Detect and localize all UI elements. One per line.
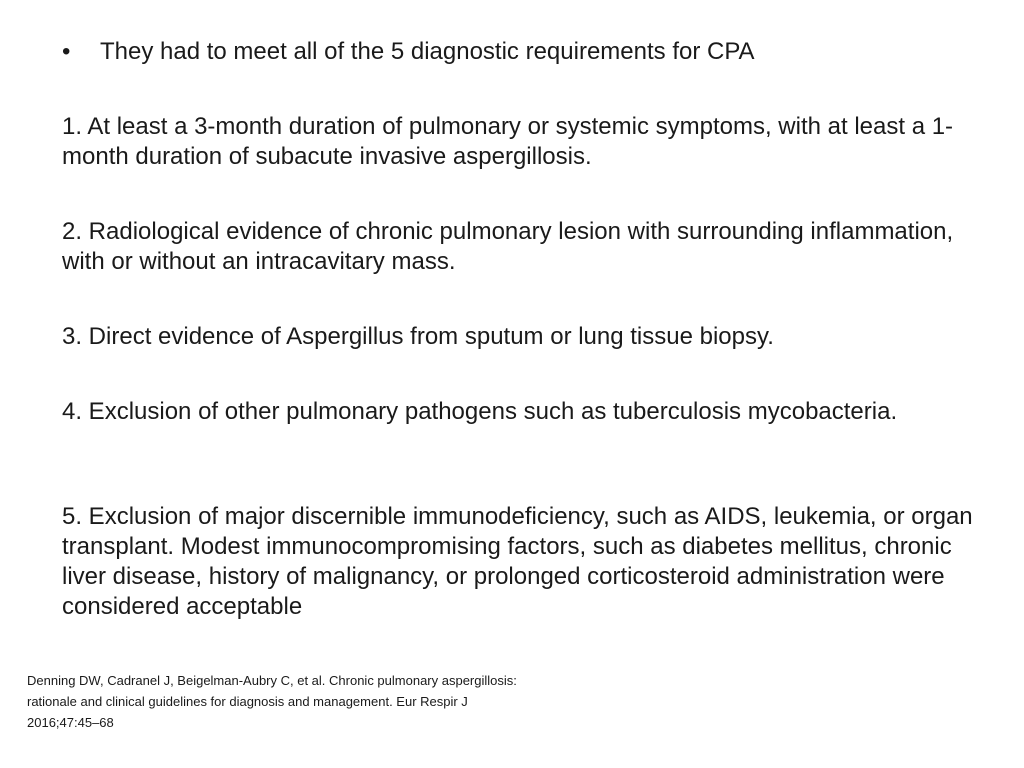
requirement-item: 3. Direct evidence of Aspergillus from sputum or lung tissue biopsy. (62, 323, 774, 350)
intro-bullet-text: They had to meet all of the 5 diagnostic requirements for CPA (100, 38, 755, 65)
requirement-item: 1. At least a 3-month duration of pulmonary or systemic symptoms, with at least a 1-month duration of subacute invasive aspergillosis. (62, 113, 954, 170)
requirement-item: 2. Radiological evidence of chronic pulmonary lesion with surrounding inflammation, with or without an intracavitary mass. (62, 218, 954, 275)
bullet-icon: • (62, 38, 71, 65)
requirement-item: 4. Exclusion of other pulmonary pathogens such as tuberculosis mycobacteria. (62, 398, 898, 425)
intro-bullet (62, 36, 982, 68)
citation: Denning DW, Cadranel J, Beigelman-Aubry C, et al. Chronic pulmonary aspergillosis: rationale and clinical guidelines for diagnosis and management. Eur Respir J 2016;47:45–68 (27, 673, 517, 730)
requirement-item: 5. Exclusion of major discernible immunodeficiency, such as AIDS, leukemia, or organ transplant. Modest immunocompromising factors, such as diabetes mellitus, chronic liver disease, history of malignancy, or prolonged corticosteroid administration were considered acceptable (62, 503, 973, 620)
